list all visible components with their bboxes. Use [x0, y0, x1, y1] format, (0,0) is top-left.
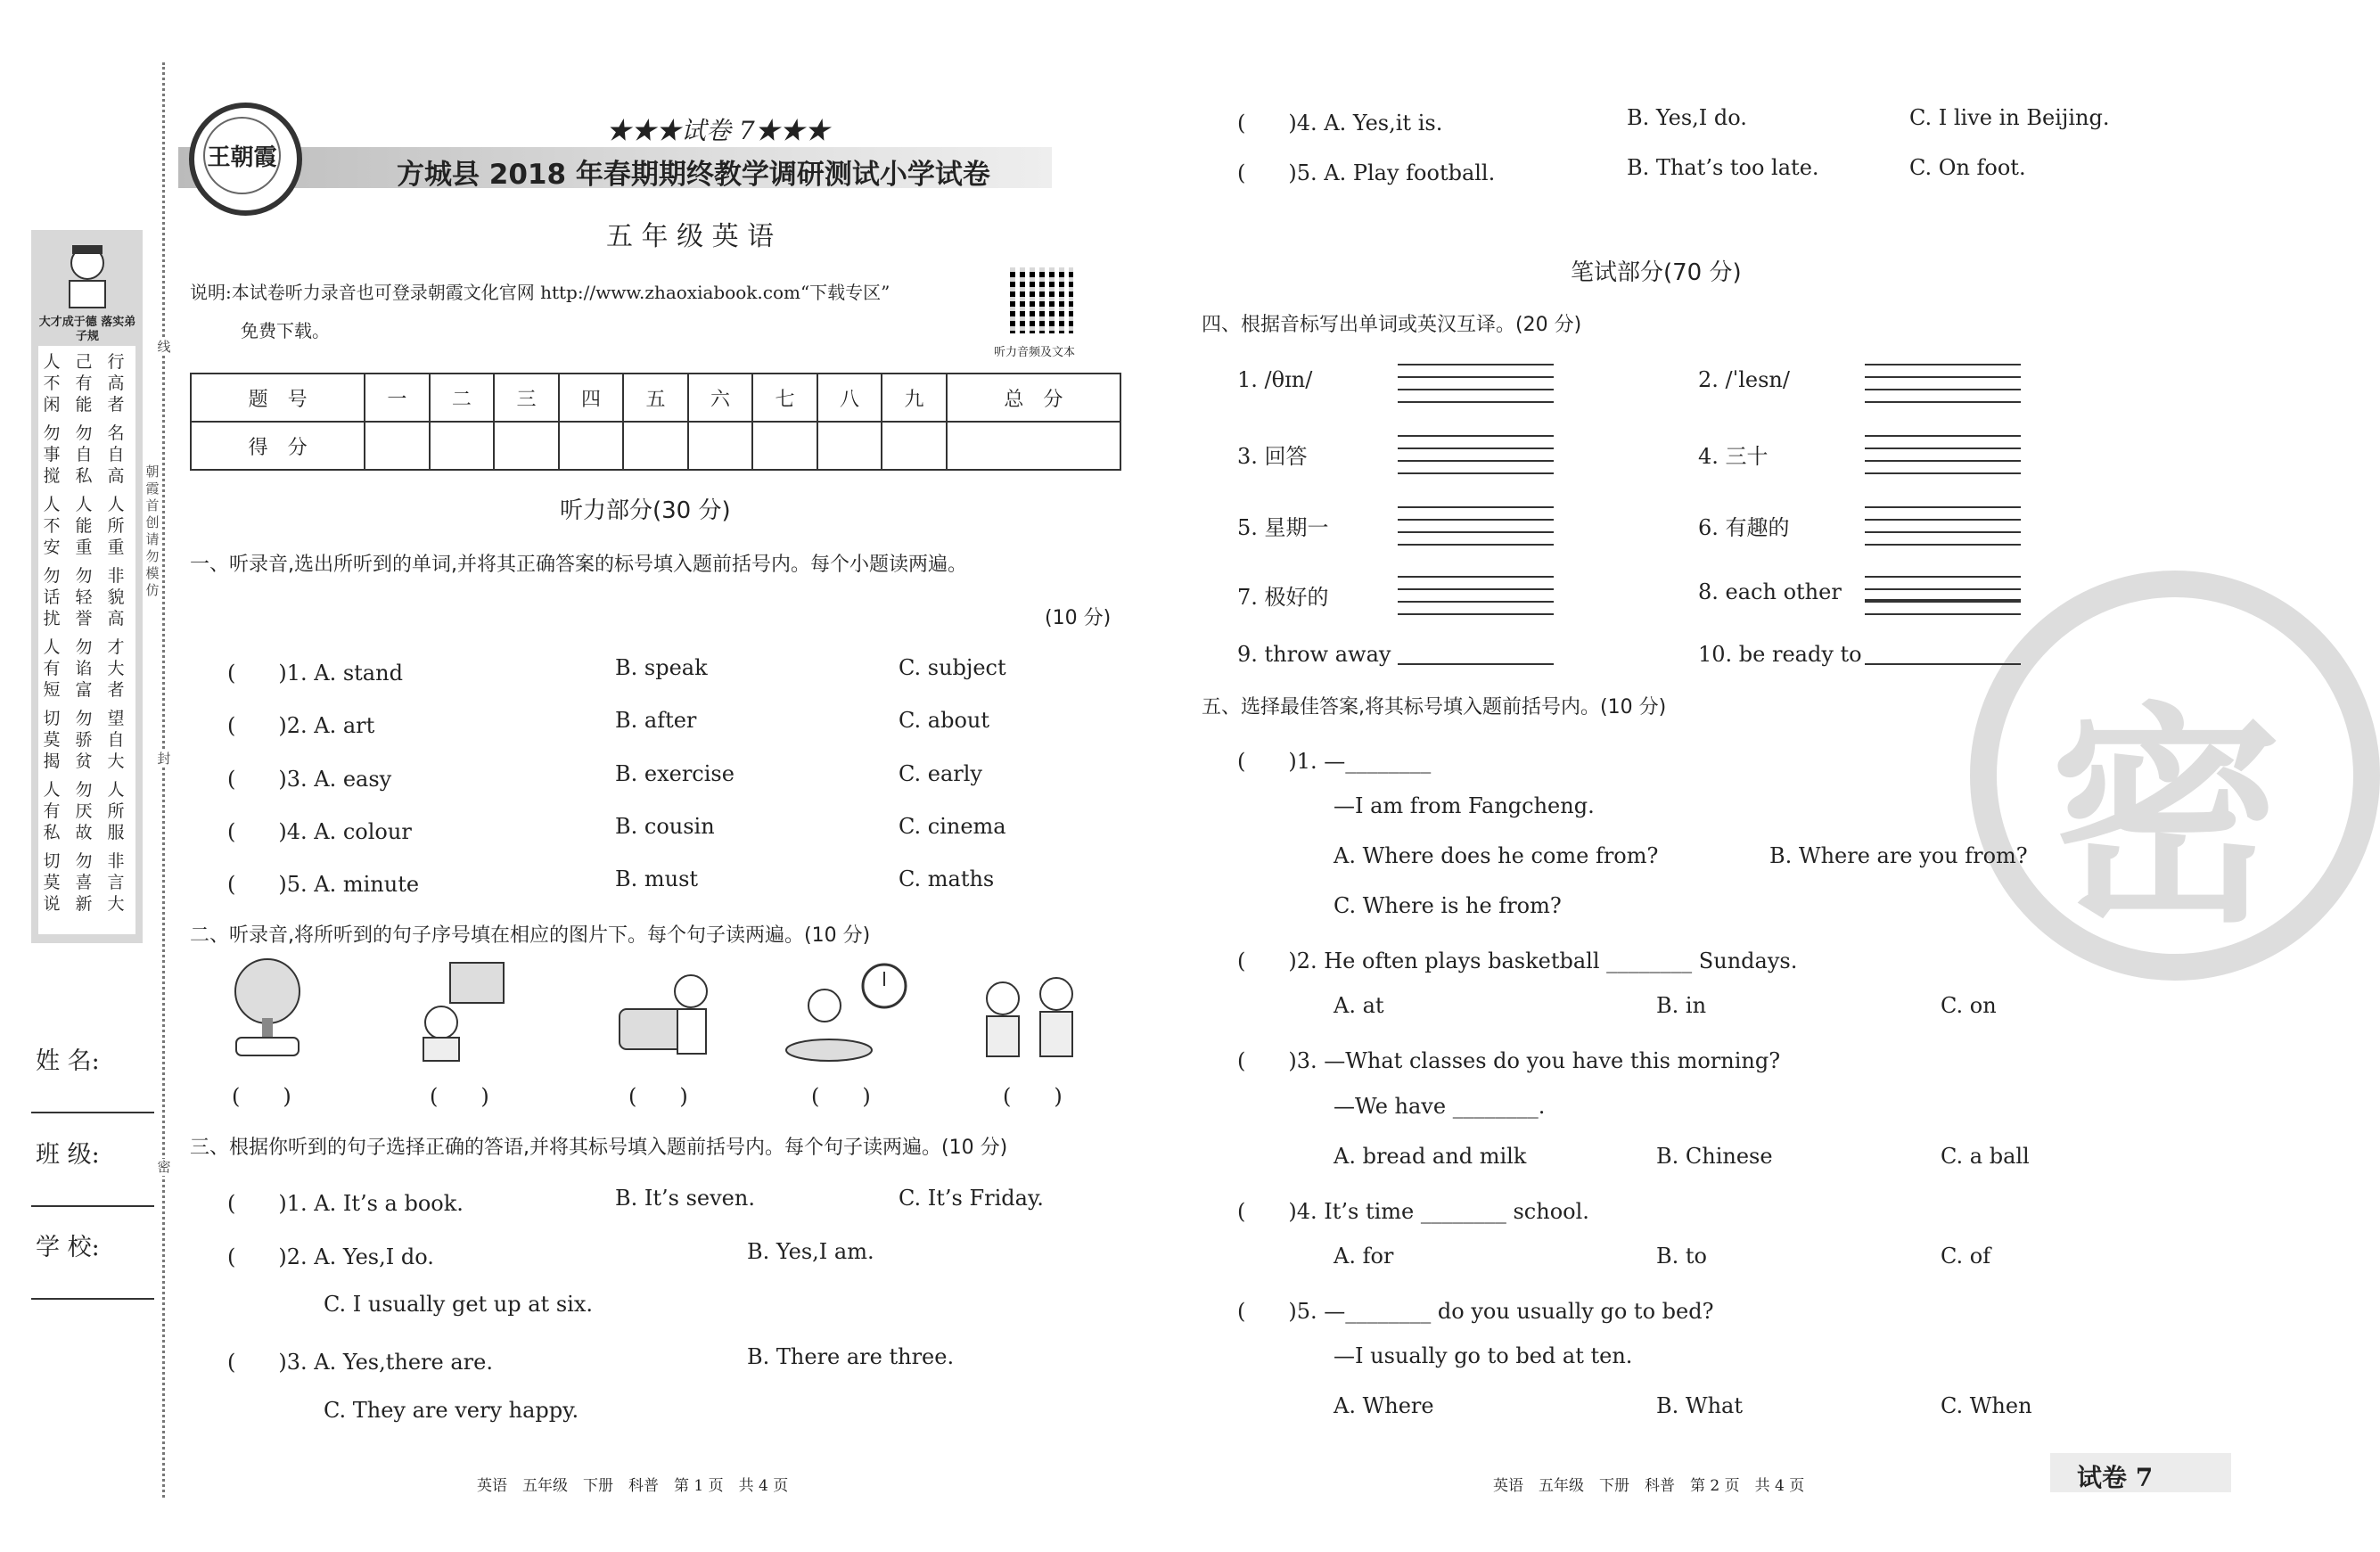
section-5-title: 五、选择最佳答案,将其标号填入题前括号内。(10 分)	[1202, 696, 1667, 719]
four-line-writing-guide[interactable]	[1398, 472, 1554, 474]
four-line-writing-guide[interactable]	[1865, 376, 2021, 378]
score-col-header: 三	[494, 374, 559, 422]
answer-line[interactable]	[1398, 663, 1554, 665]
brand-logo	[189, 103, 302, 216]
subject-title: 五 年 级 英 语	[606, 221, 775, 252]
s1-item-4-b: B. cousin	[615, 814, 715, 839]
cut-label-1: 线	[155, 339, 173, 356]
score-cell[interactable]	[947, 422, 1120, 470]
picture-answer-bracket[interactable]: ( )	[430, 1084, 489, 1109]
four-line-writing-guide[interactable]	[1865, 364, 2021, 365]
section-1-points: (10 分)	[1045, 607, 1112, 629]
score-col-header: 九	[882, 374, 947, 422]
s5-q3: ( )3. —What classes do you have this morning?	[1237, 1048, 1781, 1073]
s5-q5-c: C. When	[1941, 1393, 2032, 1418]
left-binding-strip	[0, 0, 171, 1552]
four-line-writing-guide[interactable]	[1398, 401, 1554, 403]
copyright-notice: 朝霞首创 请勿模仿	[145, 464, 160, 598]
four-line-writing-guide[interactable]	[1865, 601, 2021, 603]
name-label: 姓 名:	[36, 1047, 100, 1075]
four-line-writing-guide[interactable]	[1398, 376, 1554, 378]
s5-q4: ( )4. It’s time ________ school.	[1237, 1199, 1589, 1224]
four-line-writing-guide[interactable]	[1398, 601, 1554, 603]
footer-left: 英语 五年级 下册 科普 第 1 页 共 4 页	[477, 1477, 789, 1495]
s5-q3-answer: —We have ________.	[1334, 1094, 1546, 1119]
s3-q5-c: C. On foot.	[1909, 155, 2026, 180]
four-line-writing-guide[interactable]	[1865, 448, 2021, 449]
s1-item-1-b: B. speak	[615, 655, 708, 680]
maxim-column: 才大者	[107, 637, 125, 700]
four-line-writing-guide[interactable]	[1398, 506, 1554, 508]
score-table	[190, 373, 1121, 471]
s4-item-8: 8. each other	[1698, 579, 1842, 604]
footer-tag: 试卷 7	[2077, 1463, 2154, 1492]
score-row-label: 得 分	[191, 422, 365, 470]
cut-label-2: 封	[155, 751, 173, 768]
maxim-column: 己有能	[75, 352, 93, 415]
s1-item-2-n: ( )2. A. art	[227, 713, 375, 738]
s4-item-2: 2. /ˈlesn/	[1698, 367, 1790, 392]
two-boys-picture-icon	[976, 972, 1083, 1061]
maxim-column: 人所重	[107, 495, 125, 557]
maxim-column: 人能重	[75, 495, 93, 557]
maxim-column: 非言大	[107, 851, 125, 914]
four-line-writing-guide[interactable]	[1865, 389, 2021, 390]
motto: 大才成于德 落实弟子规	[38, 316, 136, 343]
exam-title: 方城县 2018 年春期期终教学调研测试小学试卷	[397, 159, 990, 191]
s1-item-4-n: ( )4. A. colour	[227, 819, 412, 844]
picture-answer-bracket[interactable]: ( )	[811, 1084, 871, 1109]
score-cell[interactable]	[430, 422, 495, 470]
maxim-column: 人有私	[43, 780, 61, 842]
four-line-writing-guide[interactable]	[1398, 531, 1554, 533]
score-col-header: 一	[365, 374, 430, 422]
maxim-column: 勿轻誉	[75, 566, 93, 628]
s1-item-5-c: C. maths	[899, 866, 995, 891]
class-line[interactable]	[31, 1205, 154, 1207]
s1-item-1-n: ( )1. A. stand	[227, 661, 403, 686]
school-label: 学 校:	[36, 1234, 100, 1261]
footer-right: 英语 五年级 下册 科普 第 2 页 共 4 页	[1493, 1477, 1805, 1495]
qr-code-icon	[1000, 260, 1080, 341]
name-line[interactable]	[31, 1112, 154, 1113]
tree-cow-picture-icon	[223, 956, 312, 1063]
s1-item-2-b: B. after	[615, 708, 697, 733]
four-line-writing-guide[interactable]	[1398, 389, 1554, 390]
four-line-writing-guide[interactable]	[1865, 401, 2021, 403]
four-line-writing-guide[interactable]	[1398, 435, 1554, 437]
s1-item-2-c: C. about	[899, 708, 989, 733]
four-line-writing-guide[interactable]	[1398, 613, 1554, 615]
four-line-writing-guide[interactable]	[1398, 448, 1554, 449]
s4-item-3: 3. 回答	[1237, 444, 1308, 469]
s1-item-1-c: C. subject	[899, 655, 1006, 680]
s4-item-9: 9. throw away	[1237, 642, 1391, 667]
score-cell[interactable]	[559, 422, 624, 470]
score-col-header: 八	[817, 374, 882, 422]
s4-item-6: 6. 有趣的	[1698, 515, 1790, 540]
picture-answer-bracket[interactable]: ( )	[232, 1084, 291, 1109]
note-line-1: 说明:本试卷听力录音也可登录朝霞文化官网 http://www.zhaoxiabook.com“下载专区”	[190, 282, 890, 303]
score-cell[interactable]	[752, 422, 817, 470]
s4-item-10: 10. be ready to	[1698, 642, 1862, 667]
score-col-header: 二	[430, 374, 495, 422]
four-line-writing-guide[interactable]	[1865, 544, 2021, 546]
seal-watermark-char: 密	[2050, 685, 2282, 954]
four-line-writing-guide[interactable]	[1398, 364, 1554, 365]
s5-q3-c: C. a ball	[1941, 1144, 2030, 1169]
section-1-title: 一、听录音,选出所听到的单词,并将其正确答案的标号填入题前括号内。每个小题读两遍。	[190, 554, 967, 576]
picture-answer-bracket[interactable]: ( )	[628, 1084, 688, 1109]
s3-q2-b: B. Yes,I am.	[747, 1239, 874, 1264]
four-line-writing-guide[interactable]	[1865, 506, 2021, 508]
clock-breakfast-picture-icon	[784, 961, 909, 1063]
score-cell[interactable]	[688, 422, 753, 470]
maxim-column: 切莫说	[43, 851, 61, 914]
scholar-figure-icon	[56, 241, 119, 312]
score-cell[interactable]	[623, 422, 688, 470]
s1-item-5-b: B. must	[615, 866, 699, 891]
s1-item-3-n: ( )3. A. easy	[227, 767, 392, 792]
s3-q2-a: ( )2. A. Yes,I do.	[227, 1244, 434, 1269]
cut-label-3: 密	[155, 1159, 173, 1176]
class-label: 班 级:	[36, 1141, 100, 1169]
maxim-column: 勿自私	[75, 423, 93, 486]
s5-q3-b: B. Chinese	[1656, 1144, 1773, 1169]
maxim-column: 望自大	[107, 709, 125, 771]
maxim-column: 勿话扰	[43, 566, 61, 628]
score-col-header: 五	[623, 374, 688, 422]
maxim-column: 人所服	[107, 780, 125, 842]
s5-q4-a: A. for	[1334, 1244, 1394, 1269]
maxim-column: 勿事搅	[43, 423, 61, 486]
cut-line	[162, 62, 165, 1498]
s4-item-5: 5. 星期一	[1237, 515, 1329, 540]
four-line-writing-guide[interactable]	[1865, 531, 2021, 533]
four-line-writing-guide[interactable]	[1865, 472, 2021, 474]
s5-q2: ( )2. He often plays basketball ________ Sundays.	[1237, 948, 1798, 973]
s5-q1: ( )1. —________	[1237, 749, 1432, 774]
seal-watermark-icon	[1970, 571, 2380, 981]
s5-q1-c: C. Where is he from?	[1334, 893, 1562, 918]
four-line-writing-guide[interactable]	[1398, 519, 1554, 521]
note-line-2: 免费下载。	[241, 320, 330, 341]
s3-q3-c: C. They are very happy.	[324, 1398, 579, 1423]
s4-item-1: 1. /θɪn/	[1237, 367, 1313, 392]
score-cell[interactable]	[365, 422, 430, 470]
maxim-column: 勿谄富	[75, 637, 93, 700]
four-line-writing-guide[interactable]	[1865, 588, 2021, 590]
tv-watching-picture-icon	[414, 956, 513, 1063]
s5-q2-b: B. in	[1656, 993, 1707, 1018]
s3-q1-c: C. It’s Friday.	[899, 1186, 1044, 1211]
score-col-header: 七	[752, 374, 817, 422]
four-line-writing-guide[interactable]	[1865, 460, 2021, 462]
maxim-column: 勿喜新	[75, 851, 93, 914]
score-cell[interactable]	[882, 422, 947, 470]
s3-q3-b: B. There are three.	[747, 1344, 955, 1369]
qr-caption: 听力音频及文本	[994, 346, 1076, 359]
s4-item-7: 7. 极好的	[1237, 585, 1329, 610]
s3-q3-a: ( )3. A. Yes,there are.	[227, 1350, 493, 1375]
written-title: 笔试部分(70 分)	[1571, 259, 1742, 286]
s1-item-3-c: C. early	[899, 761, 982, 786]
score-row-header: 题 号	[191, 374, 365, 422]
s5-q1-answer: —I am from Fangcheng.	[1334, 793, 1595, 818]
maxim-column: 人不闲	[43, 352, 61, 415]
s3-q4-a: ( )4. A. Yes,it is.	[1237, 111, 1443, 135]
maxim-box	[31, 230, 143, 943]
school-line[interactable]	[31, 1298, 154, 1300]
s5-q5-answer: —I usually go to bed at ten.	[1334, 1343, 1633, 1368]
s5-q5-a: A. Where	[1334, 1393, 1434, 1418]
section-4-title: 四、根据音标写出单词或英汉互译。(20 分)	[1202, 314, 1582, 336]
score-col-header: 六	[688, 374, 753, 422]
s4-item-4: 4. 三十	[1698, 444, 1769, 469]
maxim-column: 人有短	[43, 637, 61, 700]
s5-q4-b: B. to	[1656, 1244, 1707, 1269]
s3-q4-c: C. I live in Beijing.	[1909, 105, 2110, 130]
s1-item-5-n: ( )5. A. minute	[227, 872, 420, 897]
maxim-column: 行高者	[107, 352, 125, 415]
score-cell[interactable]	[494, 422, 559, 470]
picture-answer-bracket[interactable]: ( )	[1003, 1084, 1063, 1109]
s3-q4-b: B. Yes,I do.	[1627, 105, 1747, 130]
s1-item-4-c: C. cinema	[899, 814, 1006, 839]
maxim-column: 名自高	[107, 423, 125, 486]
maxim-column: 勿骄贫	[75, 709, 93, 771]
s5-q5: ( )5. —________ do you usually go to bed?	[1237, 1299, 1714, 1324]
s5-q1-b: B. Where are you from?	[1769, 843, 2028, 868]
four-line-writing-guide[interactable]	[1398, 460, 1554, 462]
four-line-writing-guide[interactable]	[1398, 576, 1554, 578]
s1-item-3-b: B. exercise	[615, 761, 735, 786]
s5-q2-c: C. on	[1941, 993, 1997, 1018]
police-car-picture-icon	[615, 965, 722, 1063]
score-col-header: 总 分	[947, 374, 1120, 422]
section-3-title: 三、根据你听到的句子选择正确的答语,并将其标号填入题前括号内。每个句子读两遍。(10 分)	[190, 1137, 1008, 1159]
maxim-column: 非貌高	[107, 566, 125, 628]
s3-q5-b: B. That’s too late.	[1627, 155, 1819, 180]
answer-line[interactable]	[1865, 663, 2021, 665]
s3-q5-a: ( )5. A. Play football.	[1237, 160, 1496, 185]
maxim-column: 切莫揭	[43, 709, 61, 771]
s3-q1-b: B. It’s seven.	[615, 1186, 755, 1211]
maxim-column: 勿厌故	[75, 780, 93, 842]
four-line-writing-guide[interactable]	[1865, 435, 2021, 437]
four-line-writing-guide[interactable]	[1398, 544, 1554, 546]
logo-text: 王朝霞	[203, 117, 281, 194]
score-col-header: 四	[559, 374, 624, 422]
s5-q4-c: C. of	[1941, 1244, 1991, 1269]
maxims	[38, 346, 135, 934]
four-line-writing-guide[interactable]	[1865, 613, 2021, 615]
s5-q5-b: B. What	[1656, 1393, 1743, 1418]
s3-q1-a: ( )1. A. It’s a book.	[227, 1191, 464, 1216]
four-line-writing-guide[interactable]	[1398, 588, 1554, 590]
score-cell[interactable]	[817, 422, 882, 470]
s5-q3-a: A. bread and milk	[1334, 1144, 1527, 1169]
four-line-writing-guide[interactable]	[1865, 576, 2021, 578]
listening-title: 听力部分(30 分)	[560, 497, 731, 524]
s5-q1-a: A. Where does he come from?	[1334, 843, 1659, 868]
maxim-column: 人不安	[43, 495, 61, 557]
s5-q2-a: A. at	[1334, 993, 1384, 1018]
four-line-writing-guide[interactable]	[1865, 519, 2021, 521]
paper-number: ★★★试卷 7★★★	[606, 116, 830, 145]
s3-q2-c: C. I usually get up at six.	[324, 1292, 593, 1317]
answer-line[interactable]	[1865, 599, 2021, 601]
section-2-title: 二、听录音,将所听到的句子序号填在相应的图片下。每个句子读两遍。(10 分)	[190, 924, 871, 947]
